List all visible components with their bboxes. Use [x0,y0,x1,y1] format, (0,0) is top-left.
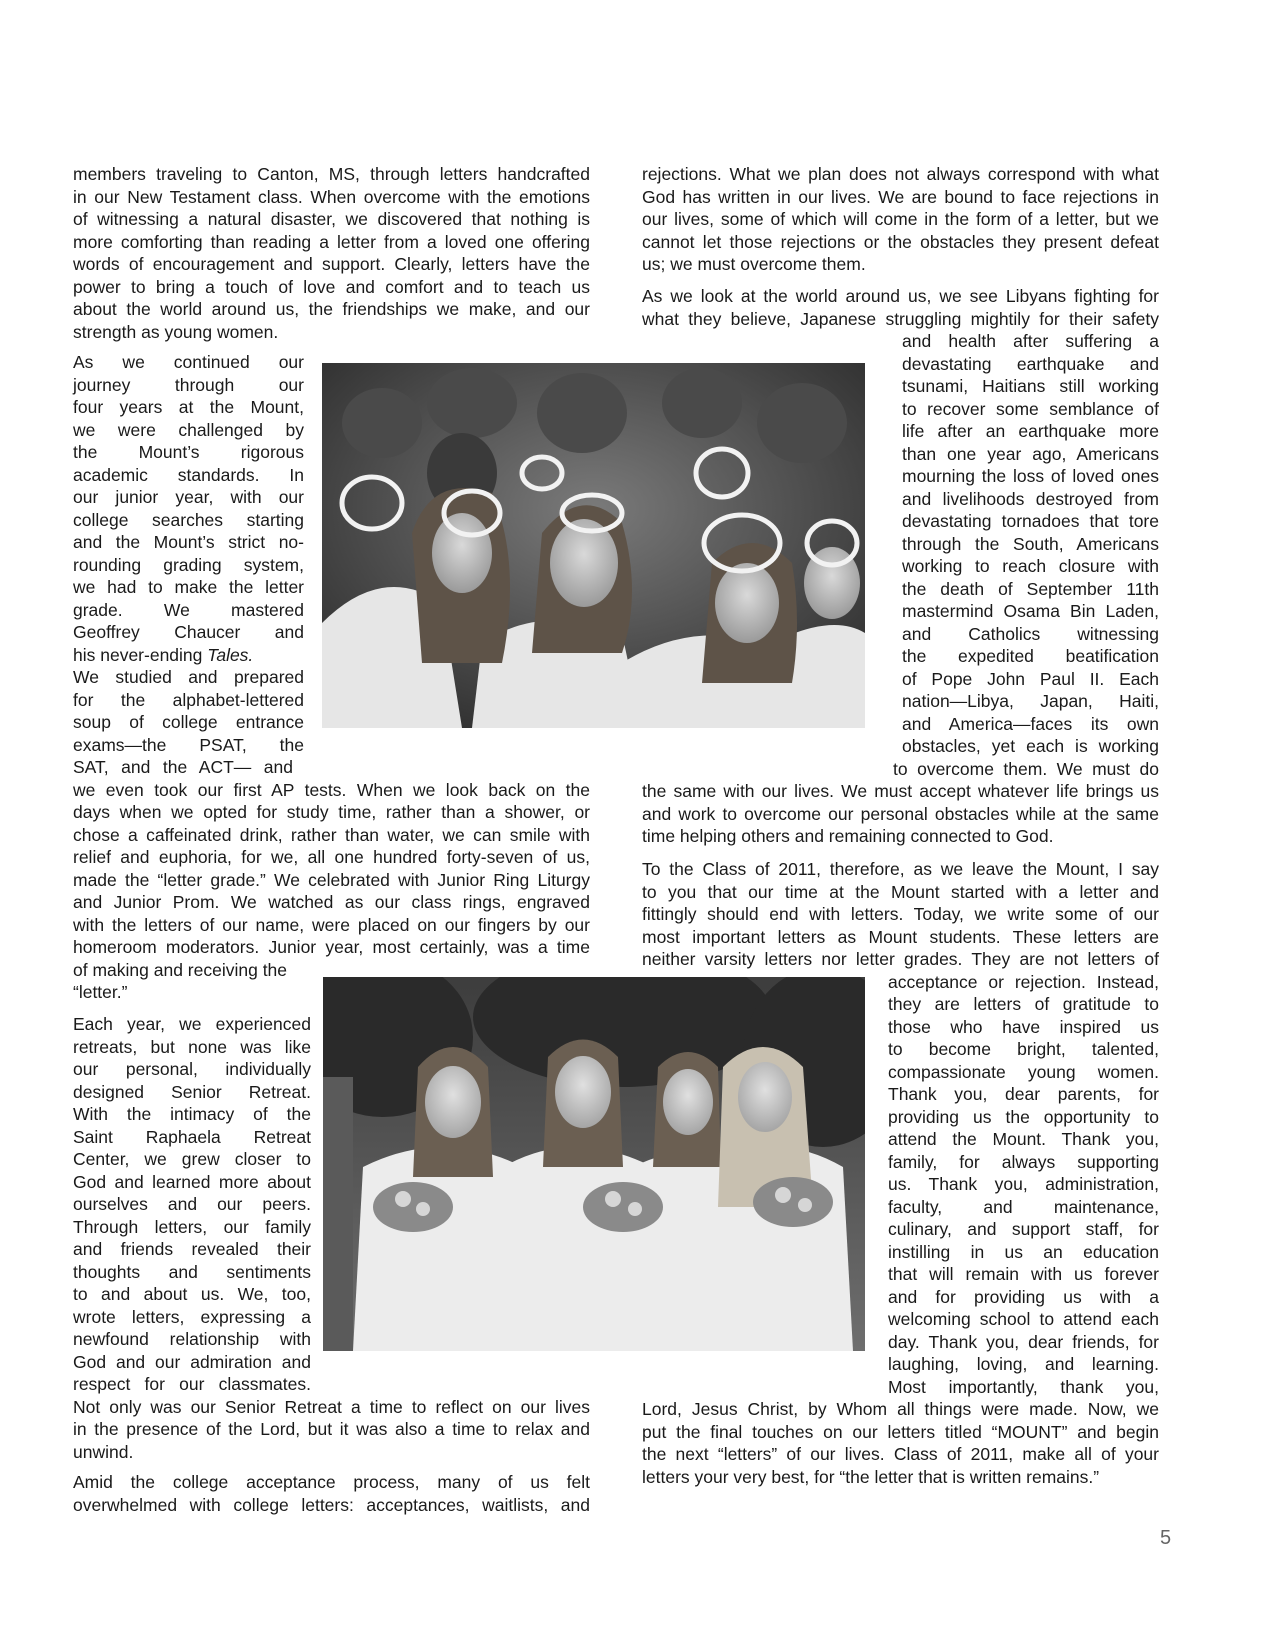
text-line: Thank you, dear parents, for [888,1084,1159,1104]
text-line: time helping others and remaining connected to God. [642,826,1054,846]
text-line: As we look at the world around us, we see Libyans fighting for [642,286,1159,306]
text-line: newfound relationship with [73,1329,311,1349]
text-line: about the world around us, the friendships we make, and our [73,299,590,319]
text-line: the next “letters” of our lives. Class of 2011, make all of your [642,1444,1159,1464]
text-line: of Pope John Paul II. Each [902,668,1159,689]
text-line: our lives, some of which will come in the form of a letter, but we [642,209,1159,229]
text-line: four years at the Mount, [73,397,304,417]
text-line: fittingly should end with letters. Today, we write some of our [642,904,1159,924]
text-line: acceptance or rejection. Instead, [888,971,1159,992]
text-line: and Catholics witnessing [902,623,1159,644]
text-line: to overcome them. We must do [893,758,1159,779]
text-line: “letter.” [73,982,128,1002]
text-line: to become bright, talented, [888,1039,1159,1059]
text-line: and friends revealed their [73,1239,311,1259]
text-line: Amid the college acceptance process, many of us felt [73,1472,590,1492]
text-line: days when we opted for study time, rather than a shower, or [73,802,590,822]
text-line: Geoffrey Chaucer and [73,622,304,642]
text-line: laughing, loving, and learning. [888,1354,1159,1374]
page-number: 5 [1160,1527,1172,1549]
text-line: devastating tornadoes that tore [902,511,1159,531]
text-line: of witnessing a natural disaster, we discovered that nothing is [73,209,590,229]
text-line: rejections. What we plan does not always correspond with what [642,164,1159,184]
text-line: faculty, and maintenance, [888,1196,1159,1217]
text-line: most important letters as Mount students. These letters are [642,926,1159,947]
text-line: through the South, Americans [902,533,1159,554]
text-line: We studied and prepared [73,667,304,687]
text-line: we had to make the letter [73,577,304,597]
text-line: SAT, and the ACT— and [73,757,293,777]
text-line: than one year ago, Americans [902,443,1159,464]
photo-halo-crowd-image [322,363,865,728]
text-line: attend the Mount. Thank you, [888,1129,1159,1149]
text-line: college searches starting [73,509,304,530]
text-line: day. Thank you, dear friends, for [888,1331,1159,1352]
text-line: Center, we grew closer to [73,1149,311,1169]
text-line: academic standards. In [73,464,304,485]
text-line: of making and receiving the [73,959,288,980]
text-line: and livelihoods destroyed from [902,488,1159,509]
text-line: strength as young women. [73,321,279,342]
text-line: rounding grading system, [73,554,304,575]
text-line: us. Thank you, administration, [888,1174,1159,1194]
text-line: As we continued our [73,352,304,372]
text-line: culinary, and support staff, for [888,1219,1159,1239]
text-line: relief and euphoria, for we, all one hundred forty-seven of us, [73,847,590,867]
text-line: in our New Testament class. When overcome with the emotions [73,186,590,207]
photo-four-graduates-image [323,977,865,1351]
text-line: those who have inspired us [888,1016,1159,1037]
text-line: to you that our time at the Mount started with a letter and [642,881,1159,902]
text-line: With the intimacy of the [73,1104,311,1124]
text-line: us; we must overcome them. [642,254,866,274]
text-line: to recover some semblance of [902,398,1159,419]
text-line: mourning the loss of loved ones [902,466,1159,486]
text-line: words of encouragement and support. Clearly, letters have the [73,254,590,274]
text-line: tsunami, Haitians still working [902,376,1159,396]
text-line: our personal, individually [73,1059,311,1079]
text-line: to and about us. We, too, [73,1284,311,1304]
text-line: journey through our [73,374,304,395]
text-line: compassionate young women. [888,1061,1159,1082]
text-line: we were challenged by [73,419,304,440]
text-line: letters your very best, for “the letter that is written remains.” [642,1466,1100,1487]
text-line: they are letters of gratitude to [888,994,1159,1014]
text-line: mastermind Osama Bin Laden, [902,601,1159,621]
text-line: God has written in our lives. We are bound to face rejections in [642,186,1159,207]
text-line: put the final touches on our letters titled “MOUNT” and begin [642,1421,1159,1442]
text-line: Each year, we experienced [73,1014,311,1034]
text-line: in the presence of the Lord, but it was also a time to relax and [73,1419,590,1439]
text-line: for the alphabet-lettered [73,689,304,710]
text-line: the Mount’s rigorous [73,442,304,462]
text-line: neither varsity letters nor letter grades. They are not letters of [642,949,1159,969]
italic-title: Tales. [207,644,254,665]
text-line: To the Class of 2011, therefore, as we leave the Mount, I say [642,859,1159,879]
text-line: family, for always supporting [888,1151,1159,1172]
text-line: power to bring a touch of love and comfort and to teach us [73,276,590,297]
text-line: Saint Raphaela Retreat [73,1126,311,1147]
text-line: chose a caffeinated drink, rather than water, we can smile with [73,824,590,845]
text-line: God and our admiration and [73,1351,311,1372]
text-line: Lord, Jesus Christ, by Whom all things were made. Now, we [642,1399,1159,1419]
text-line: with the letters of our name, were placed on our fingers by our [73,914,590,935]
text-line: made the “letter grade.” We celebrated with Junior Ring Liturgy [73,869,590,890]
text-line: and Junior Prom. We watched as our class rings, engraved [73,892,590,912]
text-line: that will remain with us forever [888,1264,1159,1284]
text-line: and work to overcome our personal obstacles while at the same [642,803,1159,824]
text-line: grade. We mastered [73,599,304,620]
text-line: retreats, but none was like [73,1036,311,1057]
text-line: nation—Libya, Japan, Haiti, [902,691,1159,711]
photo-four-graduates [323,977,865,1351]
text-line: thoughts and sentiments [73,1261,311,1282]
text-line: and the Mount’s strict no- [73,532,304,552]
text-line: devastating earthquake and [902,353,1159,374]
text-line: and health after suffering a [902,331,1159,351]
text-line: Through letters, our family [73,1216,311,1237]
text-line: the death of September 11th [902,578,1159,599]
text-line: God and learned more about [73,1171,311,1192]
text-line: our junior year, with our [73,487,304,507]
text-line: instilling in us an education [888,1241,1159,1262]
text-line: respect for our classmates. [73,1374,311,1394]
text-line: designed Senior Retreat. [73,1081,311,1102]
text-line: ourselves and our peers. [73,1194,311,1214]
text-line: members traveling to Canton, MS, through letters handcrafted [73,164,590,184]
text-line: cannot let those rejections or the obstacles they present defeat [642,231,1159,252]
text-line: his never-ending Tales. [73,644,254,665]
text-line: Most importantly, thank you, [888,1376,1159,1397]
text-line: homeroom moderators. Junior year, most certainly, was a time [73,937,590,957]
text-line: and for providing us with a [888,1286,1159,1307]
text-line: the expedited beatification [902,646,1159,666]
text-line: what they believe, Japanese struggling mightily for their safety [642,308,1159,329]
text-line: obstacles, yet each is working [902,736,1159,756]
text-line: working to reach closure with [902,556,1159,576]
text-line: the same with our lives. We must accept whatever life brings us [642,781,1159,801]
text-line: welcoming school to attend each [888,1309,1159,1329]
text-line: exams—the PSAT, the [73,734,304,755]
text-line: life after an earthquake more [902,421,1159,441]
text-line: providing us the opportunity to [888,1106,1159,1127]
photo-halo-crowd [322,363,865,728]
text-line: and America—faces its own [902,713,1159,734]
text-line: more comforting than reading a letter from a loved one offering [73,231,590,252]
text-line: Not only was our Senior Retreat a time to reflect on our lives [73,1396,590,1417]
text-line: soup of college entrance [73,712,304,732]
text-line: wrote letters, expressing a [73,1306,311,1327]
text-line: unwind. [73,1441,134,1462]
text-line: overwhelmed with college letters: acceptances, waitlists, and [73,1494,590,1515]
text-line: we even took our first AP tests. When we look back on the [73,779,590,800]
